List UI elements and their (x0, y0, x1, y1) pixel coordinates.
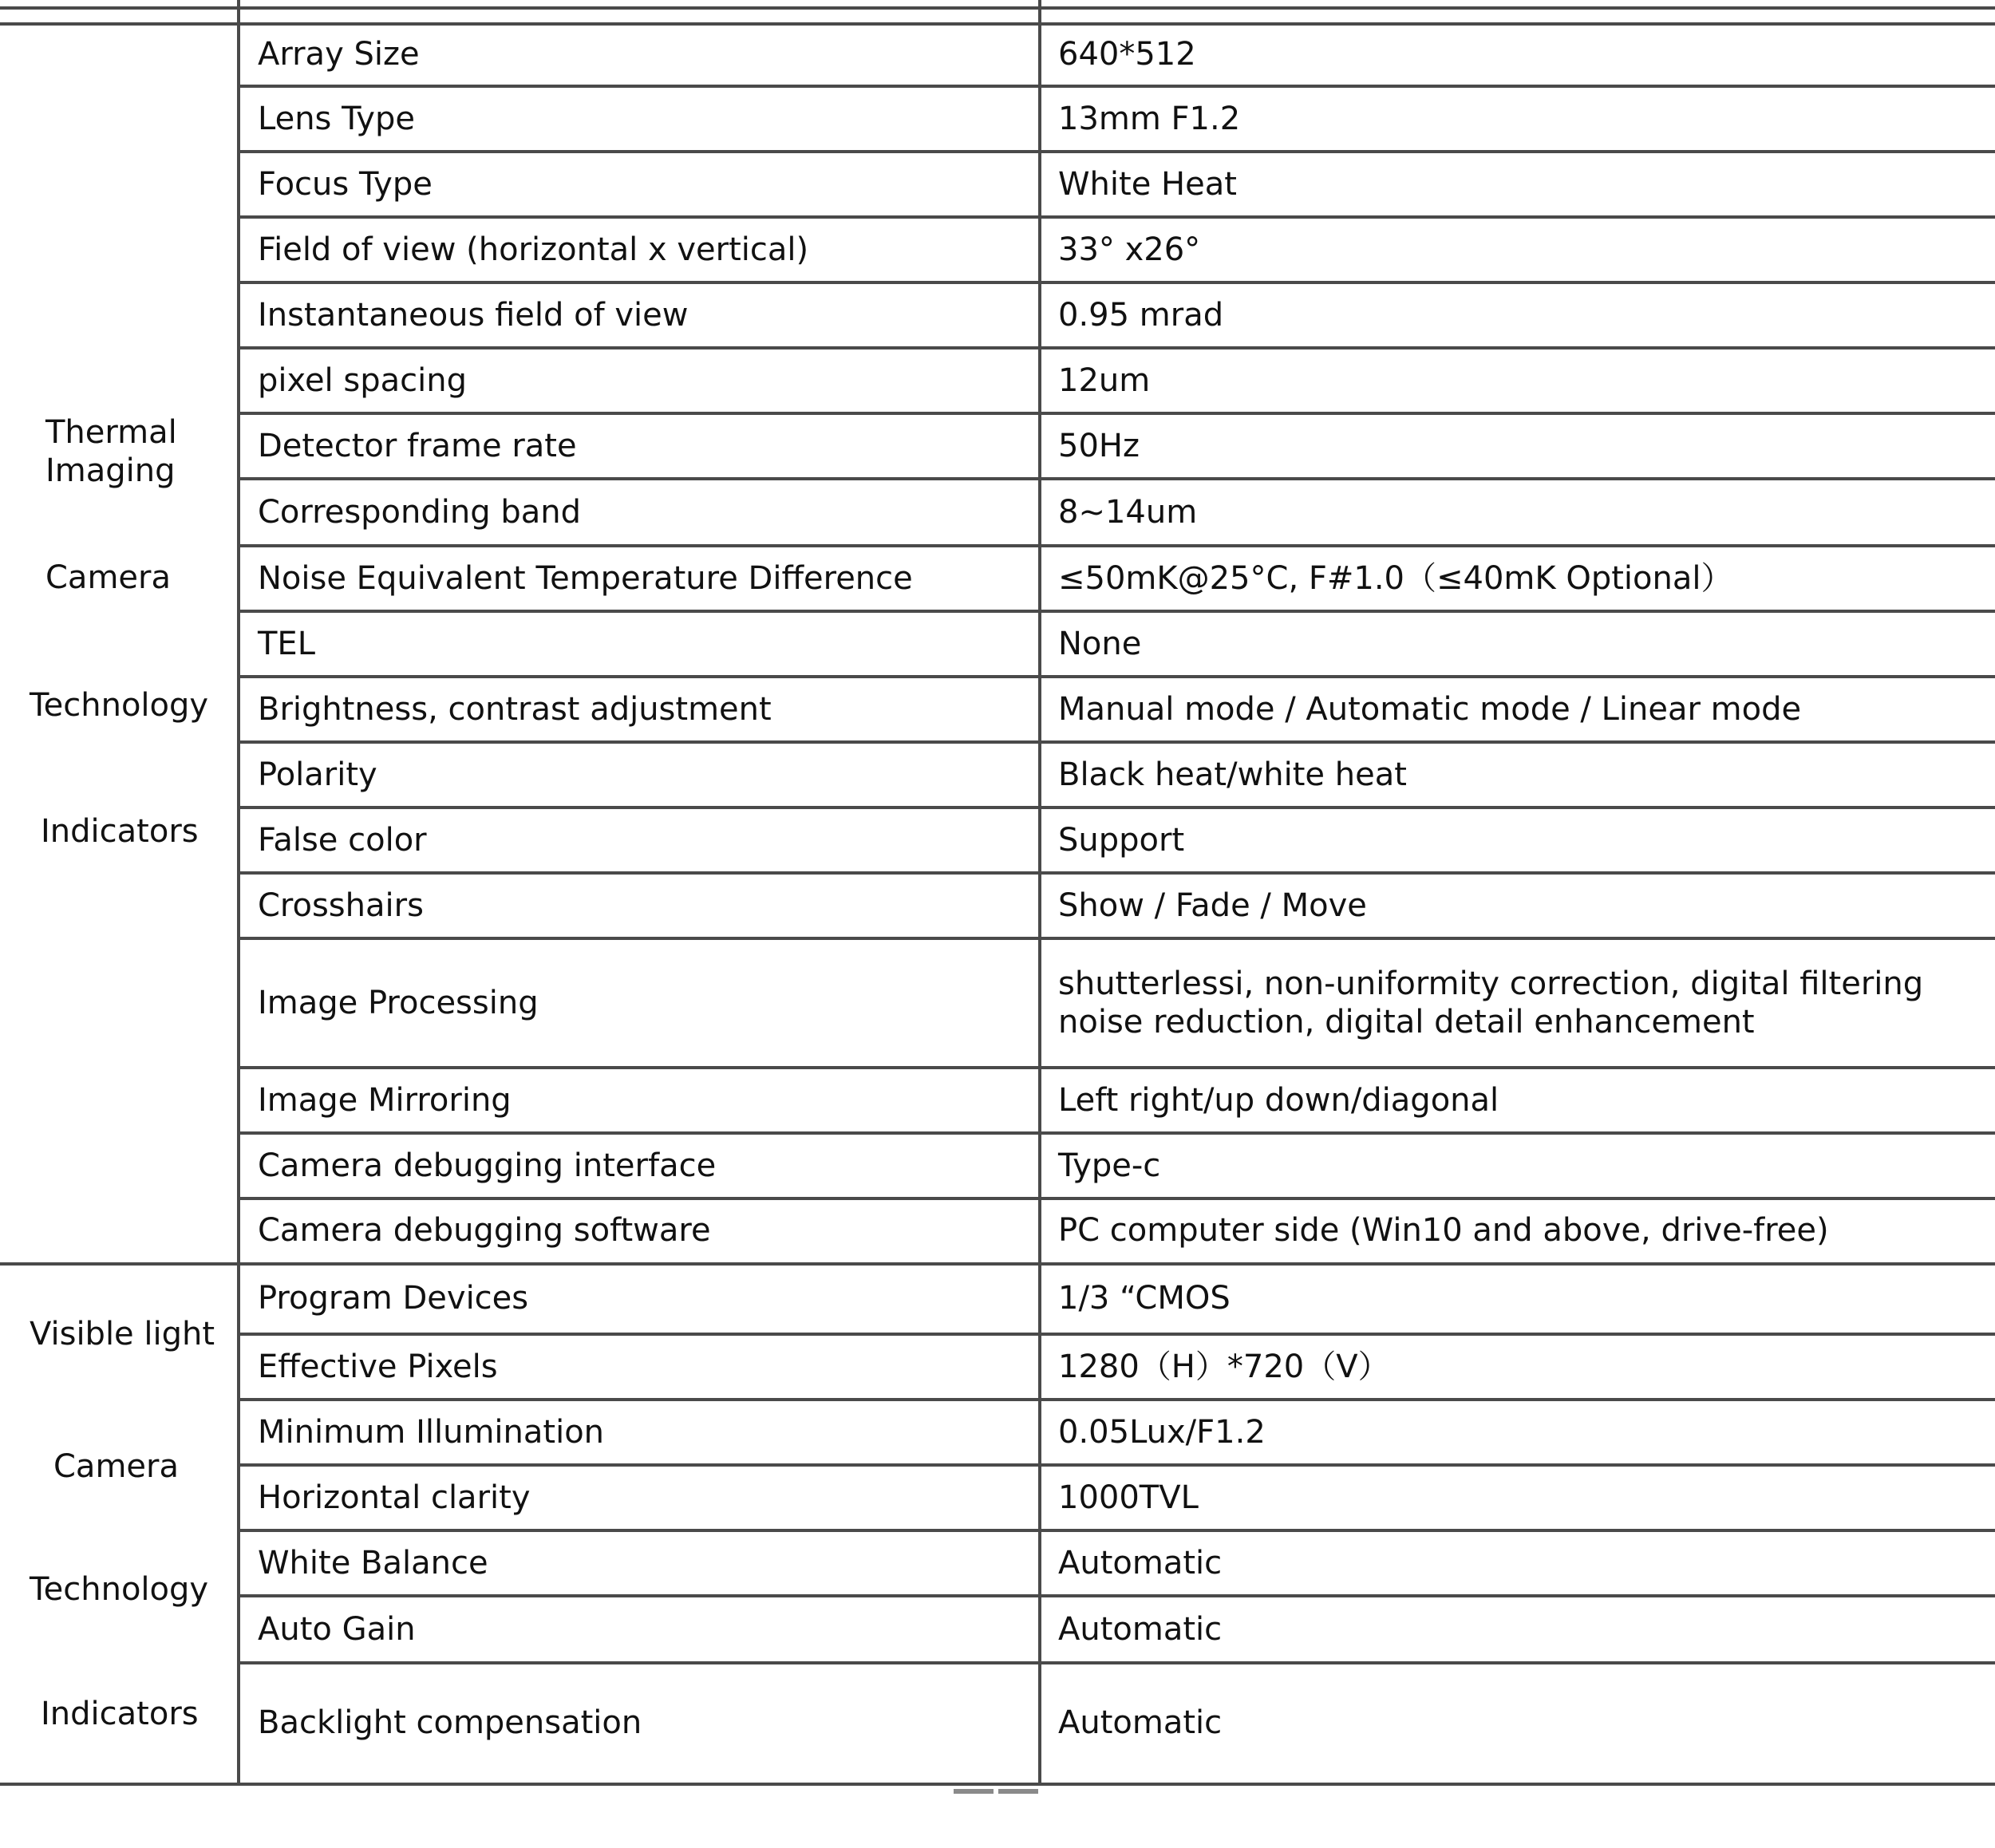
row-divider (237, 281, 1995, 284)
row-value: White Heat (1058, 166, 1237, 203)
row-label: Image Processing (258, 985, 539, 1021)
group-thermal-line-5: Indicators (41, 813, 199, 850)
row-label: Effective Pixels (258, 1348, 498, 1385)
row-label: TEL (258, 626, 315, 662)
row-divider (237, 610, 1995, 613)
row-divider (237, 675, 1995, 678)
row-label: False color (258, 822, 427, 859)
row-label: Focus Type (258, 166, 433, 203)
label-column-divider (237, 0, 240, 1784)
row-divider (237, 215, 1995, 219)
row-divider (237, 1197, 1995, 1200)
row-label: Brightness, contrast adjustment (258, 691, 772, 728)
row-value: 640*512 (1058, 36, 1196, 73)
row-divider (237, 1131, 1995, 1135)
top-border-line-2 (0, 22, 1995, 26)
row-value: 1000TVL (1058, 1479, 1199, 1516)
row-value: 8~14um (1058, 494, 1198, 531)
row-value: Automatic (1058, 1545, 1223, 1581)
row-divider (237, 346, 1995, 349)
group-thermal-line-3: Camera (45, 559, 171, 596)
row-label: White Balance (258, 1545, 488, 1581)
row-divider (237, 1066, 1995, 1069)
group-visible-line-3: Technology (30, 1571, 209, 1608)
footer-mark (954, 1789, 994, 1794)
row-label: Corresponding band (258, 494, 581, 531)
row-value: Automatic (1058, 1704, 1223, 1741)
row-divider (237, 1594, 1995, 1597)
row-label: Image Mirroring (258, 1082, 512, 1119)
row-label: Camera debugging interface (258, 1147, 717, 1184)
row-value: shutterlessi, non-uniformity correction, digital filtering noise reduction, digital detail enhancement (1058, 965, 1924, 1040)
group-separator (0, 1262, 1995, 1266)
group-thermal-line-2: Imaging (45, 452, 176, 489)
row-value: Show / Fade / Move (1058, 887, 1367, 924)
group-thermal-line-1: Thermal (45, 414, 177, 451)
row-label: Crosshairs (258, 887, 424, 924)
row-divider (237, 1529, 1995, 1532)
top-border-line (0, 6, 1995, 10)
row-value: Support (1058, 822, 1185, 859)
row-label: Program Devices (258, 1280, 529, 1317)
group-visible-line-1: Visible light (30, 1316, 215, 1352)
row-value: Black heat/white heat (1058, 756, 1407, 793)
row-divider (237, 544, 1995, 547)
row-label: Detector frame rate (258, 428, 577, 464)
row-divider (237, 85, 1995, 88)
row-label: pixel spacing (258, 362, 467, 399)
row-value: Left right/up down/diagonal (1058, 1082, 1499, 1119)
row-divider (237, 806, 1995, 809)
row-value: 12um (1058, 362, 1151, 399)
row-label: Camera debugging software (258, 1212, 711, 1249)
row-value: Manual mode / Automatic mode / Linear mode (1058, 691, 1802, 728)
row-label: Backlight compensation (258, 1704, 642, 1741)
group-thermal-line-4: Technology (30, 687, 209, 724)
row-value: Type-c (1058, 1147, 1161, 1184)
row-value: None (1058, 626, 1142, 662)
row-value: 1/3 “CMOS (1058, 1280, 1231, 1317)
row-label: Horizontal clarity (258, 1479, 531, 1516)
row-value: ≤50mK@25°C, F#1.0（≤40mK Optional） (1058, 560, 1733, 597)
row-label: Noise Equivalent Temperature Difference (258, 560, 913, 597)
group-visible-line-4: Indicators (41, 1696, 199, 1732)
row-divider (237, 1463, 1995, 1467)
row-divider (237, 1661, 1995, 1664)
row-label: Lens Type (258, 101, 415, 137)
footer-mark-2 (998, 1789, 1038, 1794)
row-value: 50Hz (1058, 428, 1140, 464)
row-label: Array Size (258, 36, 420, 73)
row-label: Polarity (258, 756, 377, 793)
row-divider (237, 740, 1995, 744)
row-divider (237, 871, 1995, 875)
row-value: 0.95 mrad (1058, 297, 1224, 334)
row-value: PC computer side (Win10 and above, drive-free) (1058, 1212, 1829, 1249)
row-label: Field of view (horizontal x vertical) (258, 231, 809, 268)
row-divider (237, 937, 1995, 940)
row-divider (237, 1333, 1995, 1336)
row-value: 33° x26° (1058, 231, 1201, 268)
row-divider (237, 1398, 1995, 1401)
value-column-divider (1038, 0, 1041, 1784)
row-value: 0.05Lux/F1.2 (1058, 1414, 1266, 1451)
row-value: 13mm F1.2 (1058, 101, 1241, 137)
row-value: Automatic (1058, 1611, 1223, 1648)
row-divider (237, 150, 1995, 153)
row-label: Instantaneous field of view (258, 297, 689, 334)
row-divider (237, 477, 1995, 480)
group-visible-line-2: Camera (53, 1448, 179, 1485)
bottom-border-line (0, 1783, 1995, 1786)
row-value: 1280（H）*720（V） (1058, 1348, 1390, 1385)
row-label: Auto Gain (258, 1611, 416, 1648)
row-divider (237, 412, 1995, 415)
row-label: Minimum Illumination (258, 1414, 605, 1451)
